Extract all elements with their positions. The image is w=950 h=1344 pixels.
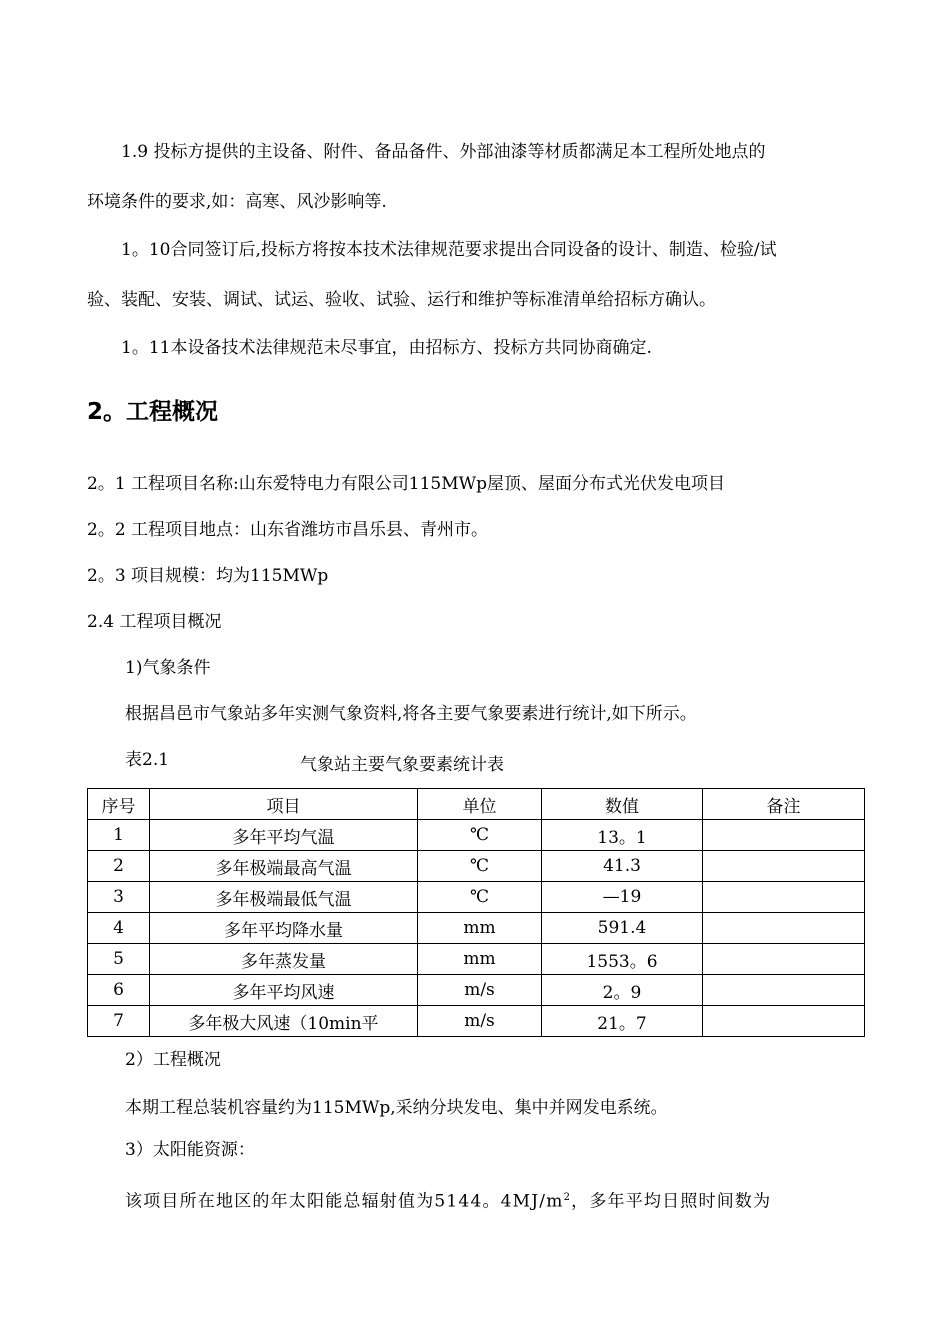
section-2-heading: 2。工程概况 [87,399,219,425]
subsection-2-title: 2）工程概况 [125,1050,221,1070]
table-row [88,1006,865,1037]
cell-index: 3 [88,882,150,913]
cell-note [703,944,865,975]
header-value: 数值 [542,789,703,820]
cell-index: 1 [88,820,150,851]
cell-unit: ℃ [418,882,542,913]
cell-value: —19 [542,882,703,913]
para-1-11: 1。11本设备技术法律规范未尽事宜，由招标方、投标方共同协商确定. [121,338,652,358]
subsection-3-text [125,1188,771,1212]
cell-index: 7 [88,1006,150,1037]
cell-item: 多年平均风速 [150,975,418,1006]
cell-index: 4 [88,913,150,944]
cell-item: 多年极端最低气温 [150,882,418,913]
header-index: 序号 [88,789,150,820]
cell-note [703,975,865,1006]
header-unit: 单位 [418,789,542,820]
subsection-1-title: 1)气象条件 [125,658,211,678]
table-label: 表2.1 [125,750,170,770]
weather-stats-table [87,788,865,1037]
solar-text-end: ，多年平均日照时间数为 [571,1191,772,1212]
table-row [88,913,865,944]
cell-value: 1553。6 [542,944,703,975]
cell-item: 多年极端最高气温 [150,851,418,882]
cell-value: 591.4 [542,913,703,944]
header-note: 备注 [703,789,865,820]
cell-index: 5 [88,944,150,975]
cell-item: 多年蒸发量 [150,944,418,975]
cell-unit: m/s [418,1006,542,1037]
table-row [88,944,865,975]
table-row [88,882,865,913]
item-2-2: 2。2 工程项目地点：山东省潍坊市昌乐县、青州市。 [87,520,489,540]
table-header-row [88,789,865,820]
cell-unit: m/s [418,975,542,1006]
cell-note [703,882,865,913]
cell-value: 41.3 [542,851,703,882]
para-1-9-line1: 1.9 投标方提供的主设备、附件、备品备件、外部油漆等材质都满足本工程所处地点的 [121,142,766,162]
cell-item: 多年平均气温 [150,820,418,851]
cell-value: 2。9 [542,975,703,1006]
subsection-1-text: 根据昌邑市气象站多年实测气象资料,将各主要气象要素进行统计,如下所示。 [125,704,697,724]
cell-note [703,1006,865,1037]
superscript-2: 2 [563,1192,572,1203]
cell-note [703,851,865,882]
table-row [88,975,865,1006]
cell-unit: mm [418,944,542,975]
para-1-10-line2: 验、装配、安装、调试、试运、验收、试验、运行和维护等标准清单给招标方确认。 [87,290,716,310]
cell-value: 21。7 [542,1006,703,1037]
cell-unit: ℃ [418,820,542,851]
cell-index: 2 [88,851,150,882]
table-title: 气象站主要气象要素统计表 [300,755,504,775]
item-2-1: 2。1 工程项目名称:山东爱特电力有限公司115MWp屋顶、屋面分布式光伏发电项目 [87,474,725,494]
item-2-4: 2.4 工程项目概况 [87,612,222,632]
para-1-10-line1: 1。10合同签订后,投标方将按本技术法律规范要求提出合同设备的设计、制造、检验/试 [121,240,777,260]
subsection-2-text: 本期工程总装机容量约为115MWp,采纳分块发电、集中并网发电系统。 [125,1098,668,1118]
subsection-3-title: 3）太阳能资源： [125,1140,255,1160]
cell-value: 13。1 [542,820,703,851]
para-1-9-line2: 环境条件的要求,如：高寒、风沙影响等. [87,192,387,212]
cell-note [703,913,865,944]
cell-item: 多年极大风速（10min平 [150,1006,418,1037]
cell-unit: mm [418,913,542,944]
solar-text-start: 该项目所在地区的年太阳能总辐射值为5144。4MJ/m [125,1191,564,1212]
cell-note [703,820,865,851]
cell-unit: ℃ [418,851,542,882]
table-row [88,820,865,851]
header-item: 项目 [150,789,418,820]
item-2-3: 2。3 项目规模：均为115MWp [87,566,329,586]
cell-item: 多年平均降水量 [150,913,418,944]
table-row [88,851,865,882]
cell-index: 6 [88,975,150,1006]
